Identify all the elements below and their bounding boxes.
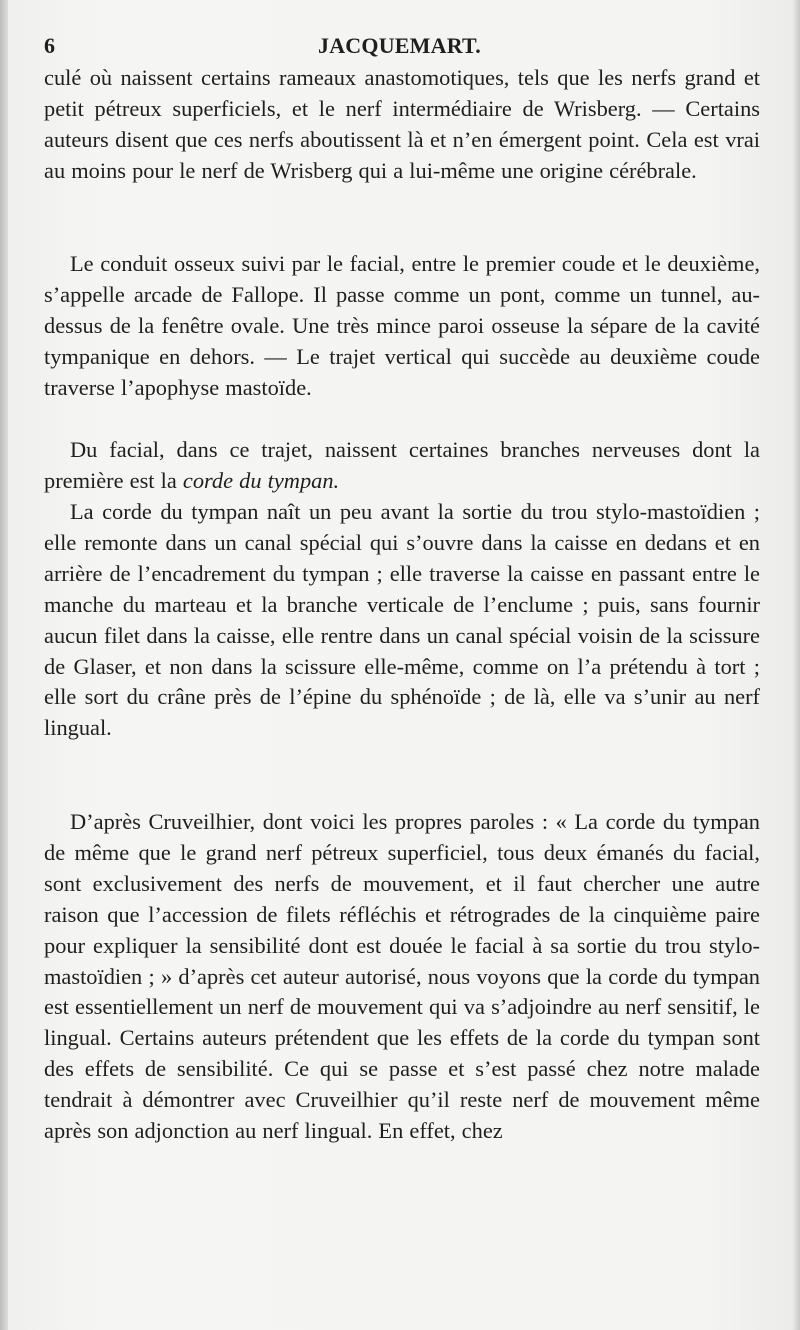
body-text bbox=[44, 63, 760, 1272]
paragraph bbox=[44, 435, 760, 497]
page-number: 6 bbox=[44, 33, 55, 58]
running-title: JACQUEMART. bbox=[318, 33, 481, 58]
paragraph: D’après Cruveilhier, dont voici les propres paroles : « La corde du tympan de même que le grand nerf pétreux superficiel, tous deux émanés du facial, sont exclusivement des nerfs de mouvement, et il faut chercher une autre raison que l’accession de filets réfléchis et rétrogrades de la cinquième paire pour expliquer la sensibilité dont est douée le facial à sa sortie du trou stylo-mastoïdien ; » d’après cet auteur autorisé, nous voyons que la corde du tympan est essentiellement un nerf de mouvement qui va s’adjoindre au nerf sensitif, le lingual. Certains auteurs prétendent que les effets de la corde du tympan sont des effets de sensibilité. Ce qui se passe et s’est passé chez notre malade tendrait à démontrer avec Cruveilhier qu’il reste nerf de mouvement même après son adjonction au nerf lingual. En effet, chez bbox=[44, 809, 760, 1144]
paragraph: culé où naissent certains rameaux anastomotiques, tels que les nerfs grand et petit pétreux superficiels, et le nerf intermédiaire de Wrisberg. — Certains auteurs disent que ces nerfs aboutissent là et n’en émergent point. Cela est vrai au moins pour le nerf de Wrisberg qui a lui-même une origine cérébrale. bbox=[44, 65, 760, 183]
paragraph: Le conduit osseux suivi par le facial, entre le premier coude et le deuxième, s’appelle arcade de Fallope. Il passe comme un pont, comme un tunnel, au-dessus de la fenêtre ovale. Une très mince paroi osseuse la sépare de la cavité tympanique en dehors. — Le trajet vertical qui succède au deuxième coude traverse l’apophyse mastoïde. bbox=[44, 251, 760, 400]
page-header bbox=[44, 28, 760, 62]
paragraph-text: Du facial, dans ce trajet, naissent certaines branches nerveuses dont la première est la bbox=[44, 437, 760, 493]
paragraph: La corde du tympan naît un peu avant la sortie du trou stylo-mastoïdien ; elle remonte dans un canal spécial qui s’ouvre dans la caisse en dedans et en arrière de l’encadrement du tympan ; elle traverse la caisse en passant entre le manche du marteau et la branche verticale de l’enclume ; puis, sans fournir aucun filet dans la caisse, elle rentre dans un canal spécial voisin de la scissure de Glaser, et non dans la scissure elle-même, comme on l’a prétendu à tort ; elle sort du crâne près de l’épine du sphénoïde ; de là, elle va s’unir au nerf lingual. bbox=[44, 499, 760, 741]
italic-term: corde du tympan. bbox=[182, 467, 340, 493]
